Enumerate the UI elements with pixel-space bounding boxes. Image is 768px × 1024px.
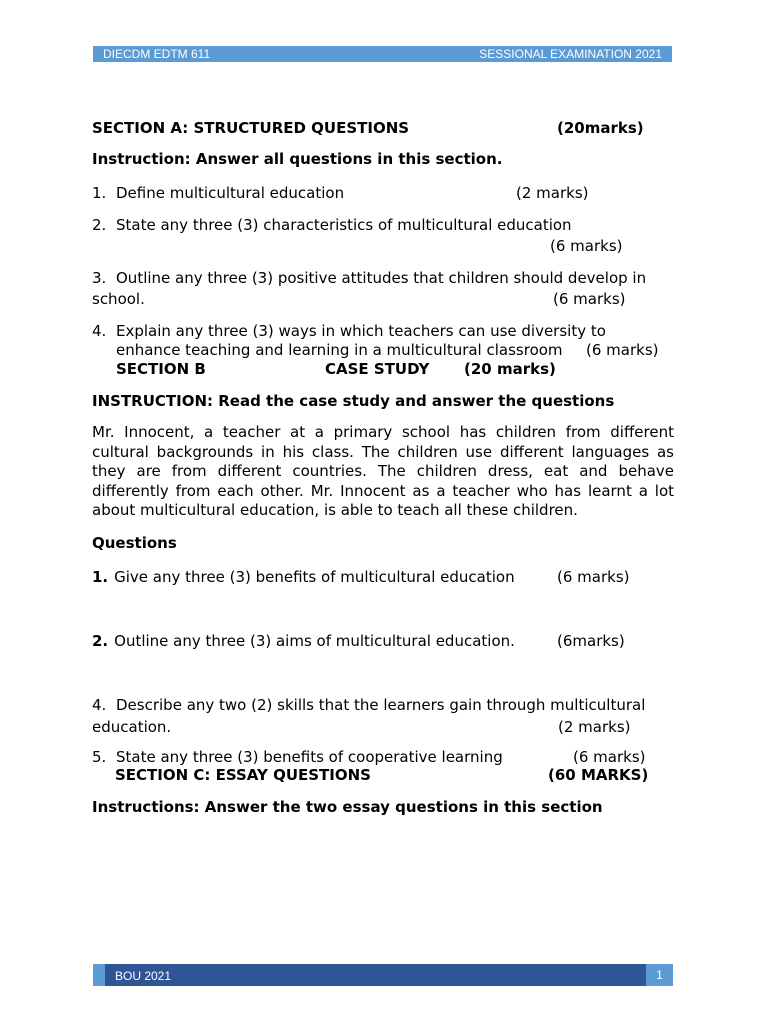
section-a-marks: (20marks): [557, 119, 644, 137]
section-c-marks: (60 MARKS): [548, 765, 649, 784]
question-b2-marks: (6marks): [557, 631, 625, 650]
section-a-instruction: Instruction: Answer all questions in this section.: [92, 150, 503, 168]
question-b4-marks: (2 marks): [558, 717, 631, 736]
section-b-instruction: INSTRUCTION: Read the case study and answer the questions: [92, 392, 615, 410]
exam-content: [92, 118, 674, 817]
page-header: [93, 46, 672, 62]
question-a3: 3. Outline any three (3) positive attitudes that children should develop in school. (6 marks): [92, 269, 647, 308]
question-b5-marks: (6 marks): [573, 747, 646, 766]
page-number: 1: [646, 964, 673, 986]
header-course-code: DIECDM EDTM 611: [103, 47, 211, 61]
questions-heading: Questions: [92, 533, 177, 552]
question-b5: 5. State any three (3) benefits of cooperative learning (6 marks): [92, 747, 646, 766]
question-b1: 1. Give any three (3) benefits of multicultural education (6 marks): [92, 567, 630, 586]
question-a4-marks: (6 marks): [586, 341, 659, 359]
question-b4: 4. Describe any two (2) skills that the learners gain through multicultural education. (2 marks): [92, 695, 646, 736]
page-footer: [93, 964, 673, 986]
section-a-heading: [92, 118, 674, 138]
question-a1-marks: (2 marks): [516, 184, 589, 202]
question-a4: 4. Explain any three (3) ways in which teachers can use diversity to enhance teaching and learning in a multicultural classroom (6 marks): [92, 322, 659, 359]
section-b-marks: (20 marks): [464, 360, 556, 378]
question-a2-marks: (6 marks): [550, 237, 623, 255]
section-b-subtitle: CASE STUDY: [325, 360, 430, 378]
question-a2: 2. State any three (3) characteristics of multicultural education (6 marks): [92, 216, 623, 255]
case-study-text: Mr. Innocent, a teacher at a primary school has children from different cultural backgrounds in his class. The children use different languages as they are from different countries. The children dress, eat and behave differently from each other. Mr. Innocent as a teacher who has learnt a lot about multicultural education, is able to teach all these children.: [92, 423, 674, 519]
question-b1-marks: (6 marks): [557, 567, 630, 586]
question-a3-marks: (6 marks): [553, 290, 626, 308]
footer-accent: [93, 964, 105, 986]
question-b2: 2. Outline any three (3) aims of multicultural education. (6marks): [92, 631, 625, 650]
section-a-title: SECTION A: STRUCTURED QUESTIONS: [92, 119, 410, 137]
footer-label: BOU 2021: [115, 969, 172, 983]
section-c-heading: [92, 765, 674, 785]
section-b-heading: [92, 359, 674, 379]
section-c-instruction: Instructions: Answer the two essay questions in this section: [92, 797, 603, 816]
header-exam-title: SESSIONAL EXAMINATION 2021: [479, 47, 662, 61]
question-a1: 1. Define multicultural education (2 marks): [92, 184, 589, 202]
section-c-title: SECTION C: ESSAY QUESTIONS: [115, 765, 371, 784]
section-b-title: SECTION B: [116, 360, 206, 378]
